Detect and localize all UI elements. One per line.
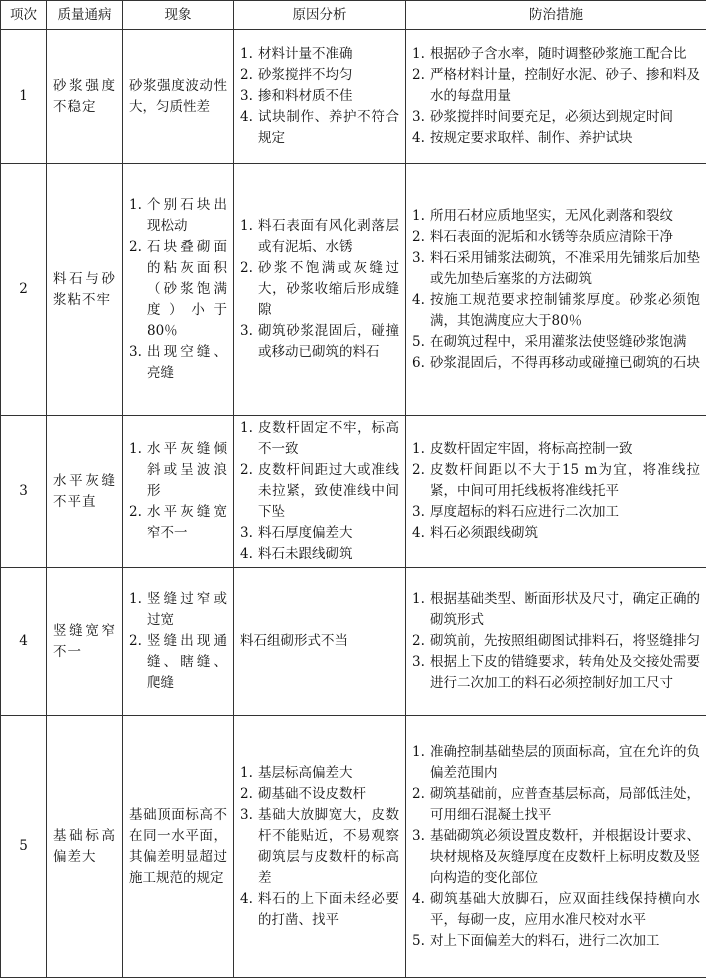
item-number: 3. bbox=[412, 502, 430, 523]
measure-item bbox=[412, 742, 700, 784]
row-causes bbox=[234, 30, 406, 164]
item-number: 6. bbox=[412, 353, 430, 374]
measure-item bbox=[412, 290, 700, 332]
cause-item-list bbox=[240, 763, 399, 931]
measure-item-text: 砌筑前，先按照组砌图试排料石，将竖缝排匀 bbox=[430, 631, 700, 652]
item-number: 2. bbox=[240, 258, 258, 279]
row-index: 5 bbox=[1, 716, 47, 978]
item-number: 1. bbox=[240, 763, 258, 784]
phenomenon-item-text: 个别石块出现松动 bbox=[147, 195, 227, 237]
measure-item-text: 砂浆搅拌时间要充足，必须达到规定时间 bbox=[430, 107, 700, 128]
row-measures bbox=[406, 416, 706, 568]
item-number: 4. bbox=[412, 290, 430, 311]
item-number: 1. bbox=[412, 742, 430, 763]
header-phenomenon: 现象 bbox=[123, 1, 234, 30]
measure-item-text: 厚度超标的料石应进行二次加工 bbox=[430, 502, 700, 523]
phenomenon-item-text: 竖缝过窄或过宽 bbox=[147, 589, 227, 631]
row-measures bbox=[406, 30, 706, 164]
table-row bbox=[1, 30, 706, 164]
measure-item-text: 按施工规范要求控制铺浆厚度。砂浆必须饱满，其饱满度应大于80％ bbox=[430, 290, 700, 332]
item-number: 4. bbox=[240, 107, 258, 128]
item-number: 1. bbox=[240, 418, 258, 439]
phenomenon-item-text: 基础顶面标高不在同一水平面，其偏差明显超过施工规范的规定 bbox=[129, 807, 227, 886]
item-number: 3. bbox=[240, 523, 258, 544]
phenomenon-item-list bbox=[129, 195, 227, 384]
measure-item-text: 严格材料计量，控制好水泥、砂子、掺和料及水的每盘用量 bbox=[430, 65, 700, 107]
phenomenon-item-text: 水平灰缝宽窄不一 bbox=[147, 502, 227, 544]
phenomenon-item bbox=[129, 237, 227, 342]
cause-item bbox=[240, 216, 399, 258]
item-number: 3. bbox=[240, 805, 258, 826]
cause-item bbox=[240, 86, 399, 107]
measure-item-text: 皮数杆固定牢固，将标高控制一致 bbox=[430, 439, 700, 460]
problem-text: 水平灰缝不平直 bbox=[53, 471, 116, 513]
item-number: 1. bbox=[129, 589, 147, 610]
row-measures bbox=[406, 568, 706, 716]
measure-item bbox=[412, 589, 700, 631]
cause-item bbox=[240, 258, 399, 321]
item-number: 3. bbox=[240, 86, 258, 107]
item-number: 2. bbox=[129, 237, 147, 258]
measure-item-text: 料石表面的泥垢和水锈等杂质应清除干净 bbox=[430, 227, 700, 248]
item-number: 3. bbox=[412, 107, 430, 128]
row-problem bbox=[47, 568, 123, 716]
cause-item-text: 基层标高偏差大 bbox=[258, 763, 399, 784]
item-number: 5. bbox=[412, 332, 430, 353]
phenomenon-item bbox=[129, 631, 227, 694]
row-problem bbox=[47, 30, 123, 164]
cause-item-text: 砌筑砂浆混固后，碰撞或移动已砌筑的料石 bbox=[258, 321, 399, 363]
phenomenon-item-list bbox=[129, 439, 227, 544]
measure-item bbox=[412, 107, 700, 128]
cause-item-list bbox=[240, 418, 399, 565]
measure-item-text: 按规定要求取样、制作、养护试块 bbox=[430, 128, 700, 149]
cause-item bbox=[240, 523, 399, 544]
header-measures: 防治措施 bbox=[406, 1, 706, 30]
measure-item bbox=[412, 523, 700, 544]
phenomenon-item-text: 水平灰缝倾斜或呈波浪形 bbox=[147, 439, 227, 502]
measure-item-text: 准确控制基础垫层的顶面标高，宜在允许的负偏差范围内 bbox=[430, 742, 700, 784]
measure-item-text: 根据砂子含水率，随时调整砂浆施工配合比 bbox=[430, 44, 700, 65]
problem-text: 砂浆强度不稳定 bbox=[53, 76, 116, 118]
item-number: 4. bbox=[412, 889, 430, 910]
item-number: 1. bbox=[129, 195, 147, 216]
item-number: 1. bbox=[129, 439, 147, 460]
item-number: 1. bbox=[240, 44, 258, 65]
item-number: 3. bbox=[412, 248, 430, 269]
phenomenon-item bbox=[129, 195, 227, 237]
measure-item-text: 基础砌筑必须设置皮数杆，并根据设计要求、块材规格及灰缝厚度在皮数杆上标明皮数及竖向构造的变化部位 bbox=[430, 826, 700, 889]
row-index: 2 bbox=[1, 164, 47, 416]
measure-item bbox=[412, 460, 700, 502]
item-number: 3. bbox=[412, 652, 430, 673]
table-row bbox=[1, 716, 706, 978]
cause-item bbox=[240, 889, 399, 931]
phenomenon-item-text: 出现空缝、亮缝 bbox=[147, 342, 227, 384]
measure-item-list bbox=[412, 44, 700, 149]
cause-item-text: 料石表面有风化剥落层或有泥垢、水锈 bbox=[258, 216, 399, 258]
measure-item bbox=[412, 227, 700, 248]
measure-item bbox=[412, 631, 700, 652]
cause-item-text: 砂浆不饱满或灰缝过大，砂浆收缩后形成缝隙 bbox=[258, 258, 399, 321]
measure-item bbox=[412, 44, 700, 65]
header-index: 项次 bbox=[1, 1, 47, 30]
item-number: 5. bbox=[412, 931, 430, 952]
cause-item-text: 试块制作、养护不符合规定 bbox=[258, 107, 399, 149]
measure-item-text: 料石采用铺浆法砌筑，不准采用先铺浆后加垫或先加垫后塞浆的方法砌筑 bbox=[430, 248, 700, 290]
item-number: 4. bbox=[240, 544, 258, 565]
cause-item-text: 料石组砌形式不当 bbox=[240, 633, 348, 649]
measure-item-text: 所用石材应质地坚实，无风化剥落和裂纹 bbox=[430, 206, 700, 227]
cause-item bbox=[240, 805, 399, 889]
phenomenon-item bbox=[129, 342, 227, 384]
item-number: 1. bbox=[412, 44, 430, 65]
cause-item-text: 料石的上下面未经必要的打凿、找平 bbox=[258, 889, 399, 931]
cause-item bbox=[240, 321, 399, 363]
item-number: 3. bbox=[240, 321, 258, 342]
cause-item bbox=[240, 44, 399, 65]
measure-item-list bbox=[412, 589, 700, 694]
table-body bbox=[1, 30, 706, 978]
cause-item-text: 掺和料材质不佳 bbox=[258, 86, 399, 107]
measure-item bbox=[412, 128, 700, 149]
measure-item bbox=[412, 248, 700, 290]
item-number: 2. bbox=[240, 460, 258, 481]
measure-item-text: 料石必须跟线砌筑 bbox=[430, 523, 700, 544]
row-index: 1 bbox=[1, 30, 47, 164]
row-phenomenon bbox=[123, 164, 234, 416]
phenomenon-item-text: 砂浆强度波动性大，匀质性差 bbox=[129, 78, 227, 115]
cause-item-text: 基础大放脚宽大，皮数杆不能贴近，不易观察砌筑层与皮数杆的标高差 bbox=[258, 805, 399, 889]
row-causes bbox=[234, 164, 406, 416]
phenomenon-item-text: 竖缝出现通缝、瞎缝、爬缝 bbox=[147, 631, 227, 694]
row-measures bbox=[406, 716, 706, 978]
measure-item bbox=[412, 65, 700, 107]
measure-item bbox=[412, 889, 700, 931]
item-number: 2. bbox=[412, 227, 430, 248]
cause-item bbox=[240, 763, 399, 784]
measure-item-list bbox=[412, 206, 700, 374]
measure-item bbox=[412, 439, 700, 460]
row-problem bbox=[47, 416, 123, 568]
measure-item bbox=[412, 931, 700, 952]
row-measures bbox=[406, 164, 706, 416]
item-number: 2. bbox=[412, 65, 430, 86]
cause-item-text: 料石厚度偏差大 bbox=[258, 523, 399, 544]
measure-item-text: 根据基础类型、断面形状及尺寸，确定正确的砌筑形式 bbox=[430, 589, 700, 631]
cause-item-list bbox=[240, 44, 399, 149]
row-causes bbox=[234, 416, 406, 568]
cause-item bbox=[240, 460, 399, 523]
item-number: 1. bbox=[240, 216, 258, 237]
cause-item bbox=[240, 65, 399, 86]
phenomenon-item-text: 石块叠砌面的粘灰面积（砂浆饱满度）小于80％ bbox=[147, 237, 227, 342]
item-number: 1. bbox=[412, 589, 430, 610]
measure-item bbox=[412, 826, 700, 889]
phenomenon-item bbox=[129, 439, 227, 502]
row-phenomenon bbox=[123, 30, 234, 164]
measure-item-list bbox=[412, 439, 700, 544]
measure-item bbox=[412, 206, 700, 227]
measure-item bbox=[412, 353, 700, 374]
measure-item bbox=[412, 652, 700, 694]
item-number: 4. bbox=[412, 523, 430, 544]
item-number: 4. bbox=[412, 128, 430, 149]
measure-item-list bbox=[412, 742, 700, 952]
measure-item-text: 砌筑基础前，应普查基层标高，局部低洼处，可用细石混凝土找平 bbox=[430, 784, 700, 826]
row-problem bbox=[47, 164, 123, 416]
measure-item-text: 在砌筑过程中，采用灌浆法使竖缝砂浆饱满 bbox=[430, 332, 700, 353]
cause-item-text: 皮数杆间距过大或准线未拉紧，致使准线中间下坠 bbox=[258, 460, 399, 523]
problem-text: 料石与砂浆粘不牢 bbox=[53, 269, 116, 311]
row-index: 3 bbox=[1, 416, 47, 568]
cause-item-text: 料石未跟线砌筑 bbox=[258, 544, 399, 565]
row-problem bbox=[47, 716, 123, 978]
row-phenomenon bbox=[123, 568, 234, 716]
item-number: 2. bbox=[412, 784, 430, 805]
phenomenon-item bbox=[129, 589, 227, 631]
measure-item-text: 砂浆混固后，不得再移动或碰撞已砌筑的石块 bbox=[430, 353, 700, 374]
item-number: 1. bbox=[412, 206, 430, 227]
problem-text: 基础标高偏差大 bbox=[53, 826, 116, 868]
header-problem: 质量通病 bbox=[47, 1, 123, 30]
item-number: 2. bbox=[129, 502, 147, 523]
row-causes bbox=[234, 716, 406, 978]
row-phenomenon bbox=[123, 716, 234, 978]
item-number: 2. bbox=[412, 631, 430, 652]
measure-item bbox=[412, 502, 700, 523]
cause-item-text: 皮数杆固定不牢，标高不一致 bbox=[258, 418, 399, 460]
table-row bbox=[1, 416, 706, 568]
table-row bbox=[1, 164, 706, 416]
item-number: 4. bbox=[240, 889, 258, 910]
measure-item-text: 皮数杆间距以不大于15 m为宜，将准线拉紧，中间可用托线板将准线托平 bbox=[430, 460, 700, 502]
cause-item-text: 材料计量不准确 bbox=[258, 44, 399, 65]
row-causes bbox=[234, 568, 406, 716]
item-number: 2. bbox=[240, 65, 258, 86]
table-row bbox=[1, 568, 706, 716]
cause-item bbox=[240, 784, 399, 805]
cause-item-list bbox=[240, 216, 399, 363]
row-index: 4 bbox=[1, 568, 47, 716]
item-number: 3. bbox=[129, 342, 147, 363]
header-causes: 原因分析 bbox=[234, 1, 406, 30]
item-number: 2. bbox=[129, 631, 147, 652]
row-phenomenon bbox=[123, 416, 234, 568]
cause-item bbox=[240, 418, 399, 460]
measure-item bbox=[412, 332, 700, 353]
problem-text: 竖缝宽窄不一 bbox=[53, 621, 116, 663]
phenomenon-item-list bbox=[129, 589, 227, 694]
item-number: 2. bbox=[412, 460, 430, 481]
measure-item-text: 根据上下皮的错缝要求，转角处及交接处需要进行二次加工的料石必须控制好加工尺寸 bbox=[430, 652, 700, 694]
cause-item-text: 砂浆搅拌不均匀 bbox=[258, 65, 399, 86]
item-number: 2. bbox=[240, 784, 258, 805]
cause-item bbox=[240, 544, 399, 565]
measure-item bbox=[412, 784, 700, 826]
cause-item bbox=[240, 107, 399, 149]
header-row bbox=[1, 1, 706, 30]
cause-item-text: 砌基础不设皮数杆 bbox=[258, 784, 399, 805]
item-number: 1. bbox=[412, 439, 430, 460]
measure-item-text: 砌筑基础大放脚石，应双面挂线保持横向水平，每砌一皮，应用水准尺校对水平 bbox=[430, 889, 700, 931]
phenomenon-item bbox=[129, 502, 227, 544]
measure-item-text: 对上下面偏差大的料石，进行二次加工 bbox=[430, 931, 700, 952]
item-number: 3. bbox=[412, 826, 430, 847]
